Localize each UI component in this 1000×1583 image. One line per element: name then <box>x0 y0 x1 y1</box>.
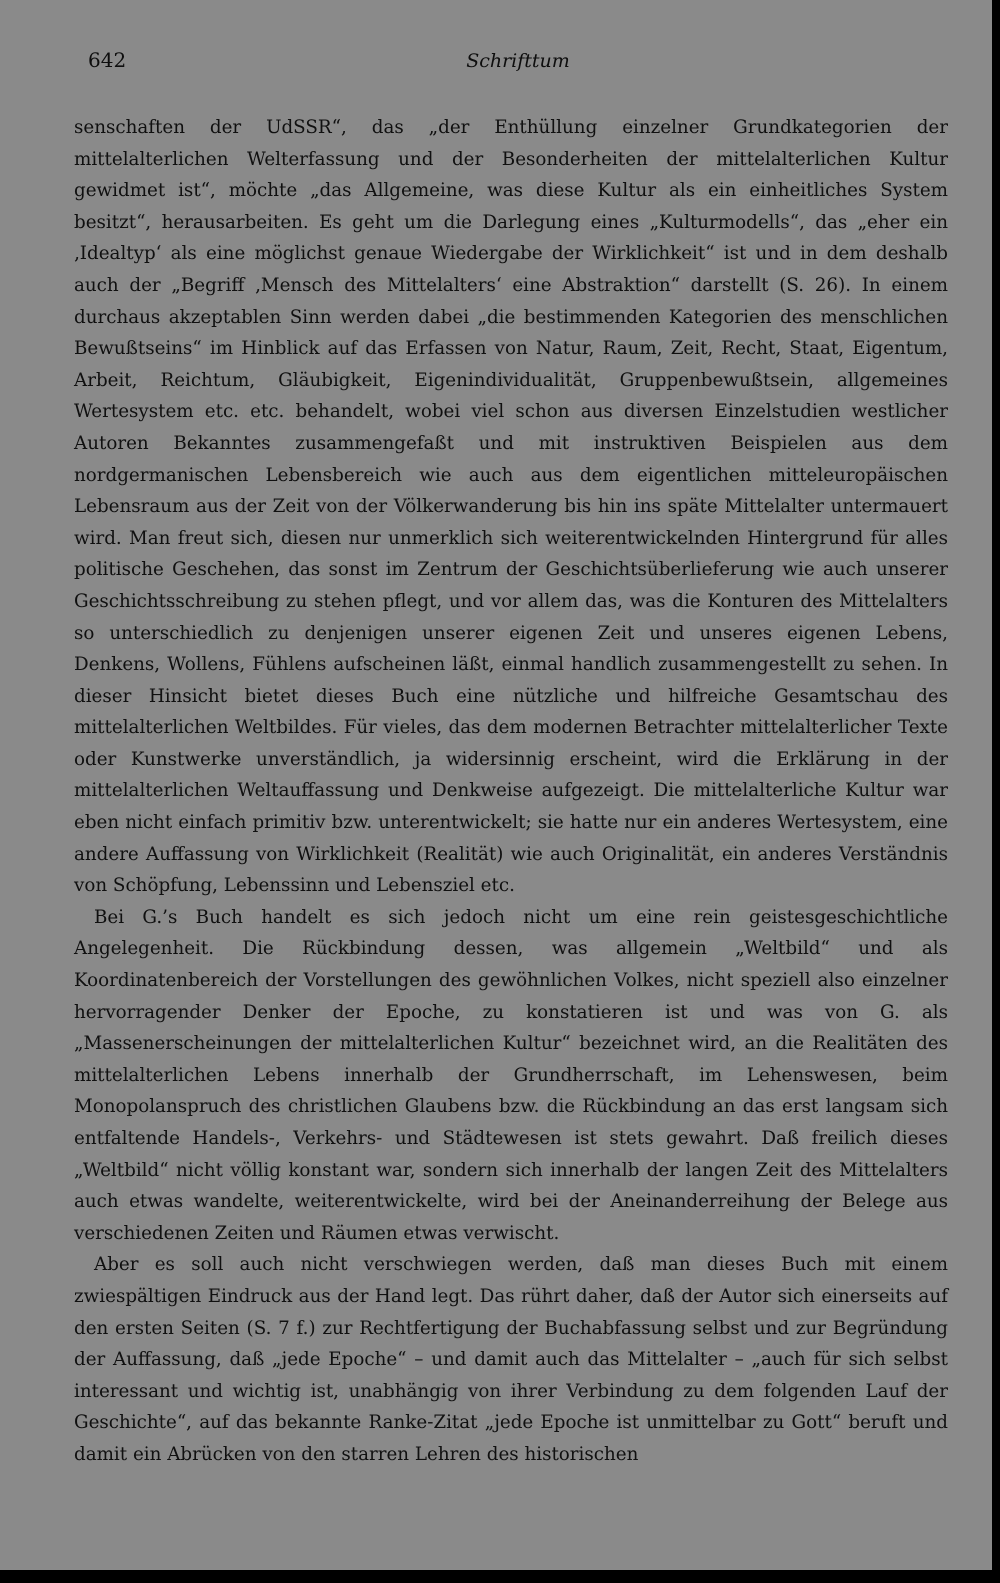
page-header <box>88 48 948 78</box>
page-number: 642 <box>88 48 127 72</box>
paragraph-1: senschaften der UdSSR“, das „der Enthüllung einzelner Grundkategorien der mittelalterlichen Welterfassung und der Besonderheiten der mittelalterlichen Kultur gewidmet ist“, möchte „das Allgemeine, was diese Kultur als ein einheitliches System besitzt“, herausarbeiten. Es geht um die Darlegung eines „Kulturmodells“, das „eher ein ‚Idealtyp‘ als eine möglichst genaue Wiedergabe der Wirklichkeit“ ist und in dem deshalb auch der „Begriff ‚Mensch des Mittelalters‘ eine Abstraktion“ darstellt (S. 26). In einem durchaus akzeptablen Sinn werden dabei „die bestimmenden Kategorien des menschlichen Bewußtseins“ im Hinblick auf das Erfassen von Natur, Raum, Zeit, Recht, Staat, Eigentum, Arbeit, Reichtum, Gläubigkeit, Eigenindividualität, Gruppenbewußtsein, allgemeines Wertesystem etc. etc. behandelt, wobei viel schon aus diversen Einzelstudien westlicher Autoren Bekanntes zusammengefaßt und mit instruktiven Beispielen aus dem nordgermanischen Lebensbereich wie auch aus dem eigentlichen mitteleuropäischen Lebensraum aus der Zeit von der Völkerwanderung bis hin ins späte Mittelalter untermauert wird. Man freut sich, diesen nur unmerklich sich weiterentwickelnden Hintergrund für alles politische Geschehen, das sonst im Zentrum der Geschichtsüberlieferung wie auch unserer Geschichtsschreibung zu stehen pflegt, und vor allem das, was die Konturen des Mittelalters so unterschiedlich zu denjenigen unserer eigenen Zeit und unseres eigenen Lebens, Denkens, Wollens, Fühlens aufscheinen läßt, einmal handlich zusammengestellt zu sehen. In dieser Hinsicht bietet dieses Buch eine nützliche und hilfreiche Gesamtschau des mittelalterlichen Weltbildes. Für vieles, das dem modernen Betrachter mittelalterlicher Texte oder Kunstwerke unverständlich, ja widersinnig erscheint, wird die Erklärung in der mittelalterlichen Weltauffassung und Denkweise aufgezeigt. Die mittelalterliche Kultur war eben nicht einfach primitiv bzw. unterentwickelt; sie hatte nur ein anderes Wertesystem, eine andere Auffassung von Wirklichkeit (Realität) wie auch Originalität, ein anderes Verständnis von Schöpfung, Lebenssinn und Lebensziel etc. <box>74 117 948 897</box>
body-text <box>74 112 948 1471</box>
paragraph-2: Bei G.’s Buch handelt es sich jedoch nicht um eine rein geistesgeschichtliche Angelegenheit. Die Rückbindung dessen, was allgemein „Weltbild“ und als Koordinatenbereich der Vorstellungen des gewöhnlichen Volkes, nicht speziell also einzelner hervorragender Denker der Epoche, zu konstatieren ist und was von G. als „Massenerscheinungen der mittelalterlichen Kultur“ bezeichnet wird, an die Realitäten des mittelalterlichen Lebens innerhalb der Grundherrschaft, im Lehenswesen, beim Monopolanspruch des christlichen Glaubens bzw. die Rückbindung an das erst langsam sich entfaltende Handels-, Verkehrs- und Städtewesen ist stets gewahrt. Daß freilich dieses „Weltbild“ nicht völlig konstant war, sondern sich innerhalb der langen Zeit des Mittelalters auch etwas wandelte, weiterentwickelte, wird bei der Aneinanderreihung der Belege aus verschiedenen Zeiten und Räumen etwas verwischt. <box>74 906 948 1244</box>
paragraph-3: Aber es soll auch nicht verschwiegen werden, daß man dieses Buch mit einem zwiespältigen Eindruck aus der Hand legt. Das rührt daher, daß der Autor sich einerseits auf den ersten Seiten (S. 7 f.) zur Rechtfertigung der Buchabfassung selbst und zur Begründung der Auffassung, daß „jede Epoche“ – und damit auch das Mittelalter – „auch für sich selbst interessant und wichtig ist, unabhängig von ihrer Verbindung zu dem folgenden Lauf der Geschichte“, auf das bekannte Ranke-Zitat „jede Epoche ist unmittelbar zu Gott“ beruft und damit ein Abrücken von den starren Lehren des historischen <box>74 1254 948 1465</box>
running-head: Schrifttum <box>466 50 570 72</box>
